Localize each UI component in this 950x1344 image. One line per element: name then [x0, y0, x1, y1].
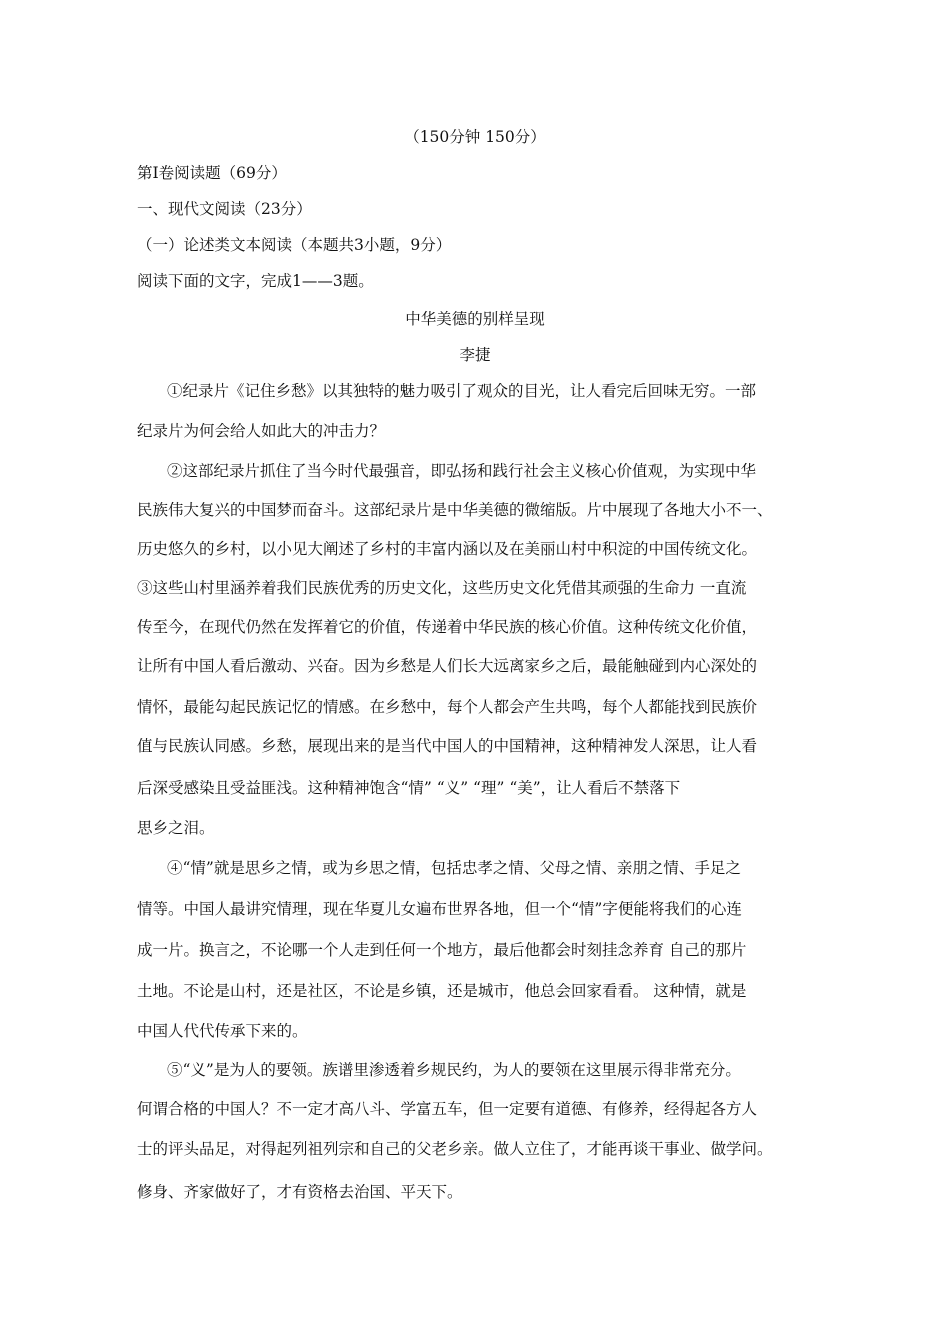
body-line: 后深受感染且受益匪浅。这种精神饱含“情” “义” “理” “美”，让人看后不禁落下	[137, 779, 681, 797]
instruction-text: 阅读下面的文字，完成1——3题。	[137, 272, 374, 290]
subsection-one-heading: （一）论述类文本阅读（本题共3小题，9分）	[137, 236, 452, 254]
body-line: 传至今，在现代仍然在发挥着它的价值，传递着中华民族的核心价值。这种传统文化价值，	[137, 618, 758, 636]
body-line: 纪录片为何会给人如此大的冲击力？	[137, 422, 386, 440]
body-line: 值与民族认同感。乡愁，展现出来的是当代中国人的中国精神，这种精神发人深思，让人看	[137, 737, 758, 755]
body-line: 修身、齐家做好了，才有资格去治国、平天下。	[137, 1183, 463, 1201]
section-volume-heading: 第Ⅰ卷阅读题（69分）	[137, 164, 287, 182]
body-line: ③这些山村里涵养着我们民族优秀的历史文化，这些历史文化凭借其顽强的生命力 一直流	[137, 579, 747, 597]
body-line: 成一片。换言之，不论哪一个人走到任何一个地方，最后他都会时刻挂念养育 自己的那片	[137, 941, 747, 959]
body-line: 情等。中国人最讲究情理，现在华夏儿女遍布世界各地，但一个“情”字便能将我们的心连	[137, 900, 742, 918]
body-line: 中国人代代传承下来的。	[137, 1022, 308, 1040]
body-line: 历史悠久的乡村，以小见大阐述了乡村的丰富内涵以及在美丽山村中积淀的中国传统文化。	[137, 540, 758, 558]
body-line: 民族伟大复兴的中国梦而奋斗。这部纪录片是中华美德的微缩版。片中展现了各地大小不一、	[137, 501, 773, 519]
body-line: 土地。不论是山村，还是社区，不论是乡镇，还是城市，他总会回家看看。 这种情，就是	[137, 982, 747, 1000]
body-line: ①纪录片《记住乡愁》以其独特的魅力吸引了观众的目光，让人看完后回味无穷。一部	[167, 382, 757, 400]
body-line: ④“情”就是思乡之情，或为乡思之情，包括忠孝之情、父母之情、亲朋之情、手足之	[167, 859, 741, 877]
body-line: 情怀，最能勾起民族记忆的情感。在乡愁中，每个人都会产生共鸣，每个人都能找到民族价	[137, 698, 758, 716]
body-line: 思乡之泪。	[137, 819, 215, 837]
section-one-heading: 一、现代文阅读（23分）	[137, 200, 312, 218]
body-line: ②这部纪录片抓住了当今时代最强音，即弘扬和践行社会主义核心价值观，为实现中华	[167, 462, 757, 480]
body-line: 士的评头品足，对得起列祖列宗和自己的父老乡亲。做人立住了，才能再谈干事业、做学问。	[137, 1140, 773, 1158]
article-author: 李捷	[459, 346, 491, 364]
article-title: 中华美德的别样呈现	[405, 310, 545, 328]
body-line: ⑤“义”是为人的要领。族谱里渗透着乡规民约，为人的要领在这里展示得非常充分。	[167, 1061, 741, 1079]
exam-time: （150分钟 150分）	[404, 128, 546, 146]
body-line: 何谓合格的中国人？不一定才高八斗、学富五车，但一定要有道德、有修养，经得起各方人	[137, 1100, 758, 1118]
body-line: 让所有中国人看后激动、兴奋。因为乡愁是人们长大远离家乡之后，最能触碰到内心深处的	[137, 657, 758, 675]
